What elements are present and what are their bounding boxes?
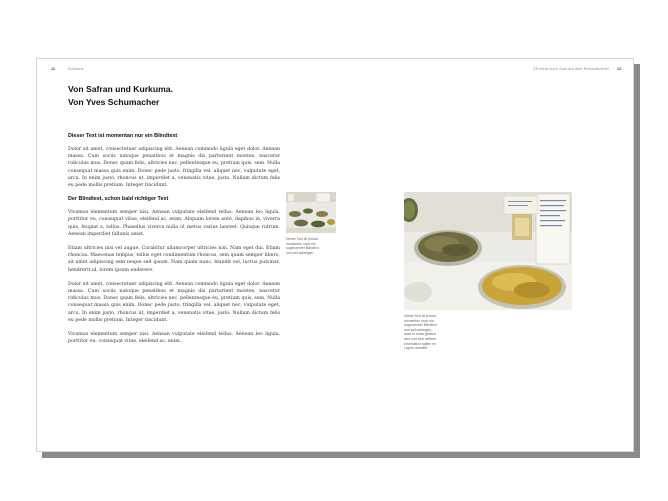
paragraph-3: Etiam ultricies nisi vel augue. Curabitur ullamcorper ultricies nisi. Nam eget dui. Etiam rhoncus. Maecenas tempus, tellus eget condimentum rhoncus, sem quam semper libero, sit amet adipiscing sem neque sed ipsum. Nam quam nunc, blandit vel, luctus pulvinar, hendrerit id, lorem ipsum enderere. [68,246,280,273]
paragraph-4: Dolor sit amet, consectetuer adipiscing elit. Aenean commodo ligula eget dolor. Aenean massa. Cum sociis natoque penatibus et magnis dis parturient montes, nascetur ridiculus mus. Donec quam felis, ultricies nec, pellentesque eu, pretium quis, sem. Nulla consequat massa quis enim. Donec pede justo, fringilla vel, aliquet nec, vulputate eget, arcu. In enim justo, rhoncus ut, imperdiet a, venenatis vitae, justo. Nullam dictum felis eu pede mollis pretium. Integer tincidunt. [68,281,280,323]
article-title [68,83,173,109]
photo-large [404,192,572,310]
subheading-2: Der Blindtext, schon bald richtiger Text [68,196,169,203]
spice-samples-image-small [286,192,336,233]
section-label: Kulinarik [68,67,84,71]
magazine-spread [36,58,634,452]
article-column [68,133,280,352]
paragraph-5: Vivamus elementum semper nisi. Aenean vulputate eleifend tellus. Aenean leo ligula, porttitor eu, consequat vitae, eleifend ac, enim. [68,332,280,345]
subheading-1: Dieser Text ist momentan nur ein Blindtext [68,133,178,139]
title-line-1: Von Safran und Kurkuma. [68,84,173,94]
title-line-2: Von Yves Schumacher [68,97,160,107]
caption-small: Dieser Text ist jedoch momentan noch ein sogenannter Blindtext und soll aufzeigen. [286,237,319,255]
photo-small [286,192,336,233]
page-number-left: 12 [51,67,55,71]
running-header: Oft steht auch Salz auf dem Einkaufszettel [532,67,609,71]
page-number-right: 13 [617,67,621,71]
spice-samples-image-large [404,192,572,310]
caption-large: Dieser Text ist jedoch momentan noch ein sogenannter Blindtext und soll aufzeigen, dass er bloss gesetzt wird und eine weitere Information später im Layout darstellt. [404,314,437,351]
paragraph-2: Vivamus elementum semper nisi. Aenean vulputate eleifend tellus. Aenean leo ligula, porttitor eu, consequat vitae, eleifend ac, enim. Aliquam lorem ante, dapibus in, viverra quis, feugiat a, tellus. Phasellus viverra nulla ut metus varius laoreet. Quisque rutrum. Aenean imperdiet fallunis amet. [68,210,280,237]
paragraph-1: Dolor sit amet, consectetuer adipiscing elit. Aenean commodo ligula eget dolor. Aenean massa. Cum sociis natoque penatibus et magnis dis parturient montes, nascetur ridiculus mus. Donec quam felis, ultricies nec, pellentesque eu, pretium quis, sem. Nulla consequat massa quis enim. Donec pede justo, fringilla vel, aliquet nec, vulputate eget, arcu. In enim justo, rhoncus ut, imperdiet a, venenatis vitae, justo. Nullam dictum felis eu pede mollis pretium. Integer tincidunt. [68,147,280,189]
